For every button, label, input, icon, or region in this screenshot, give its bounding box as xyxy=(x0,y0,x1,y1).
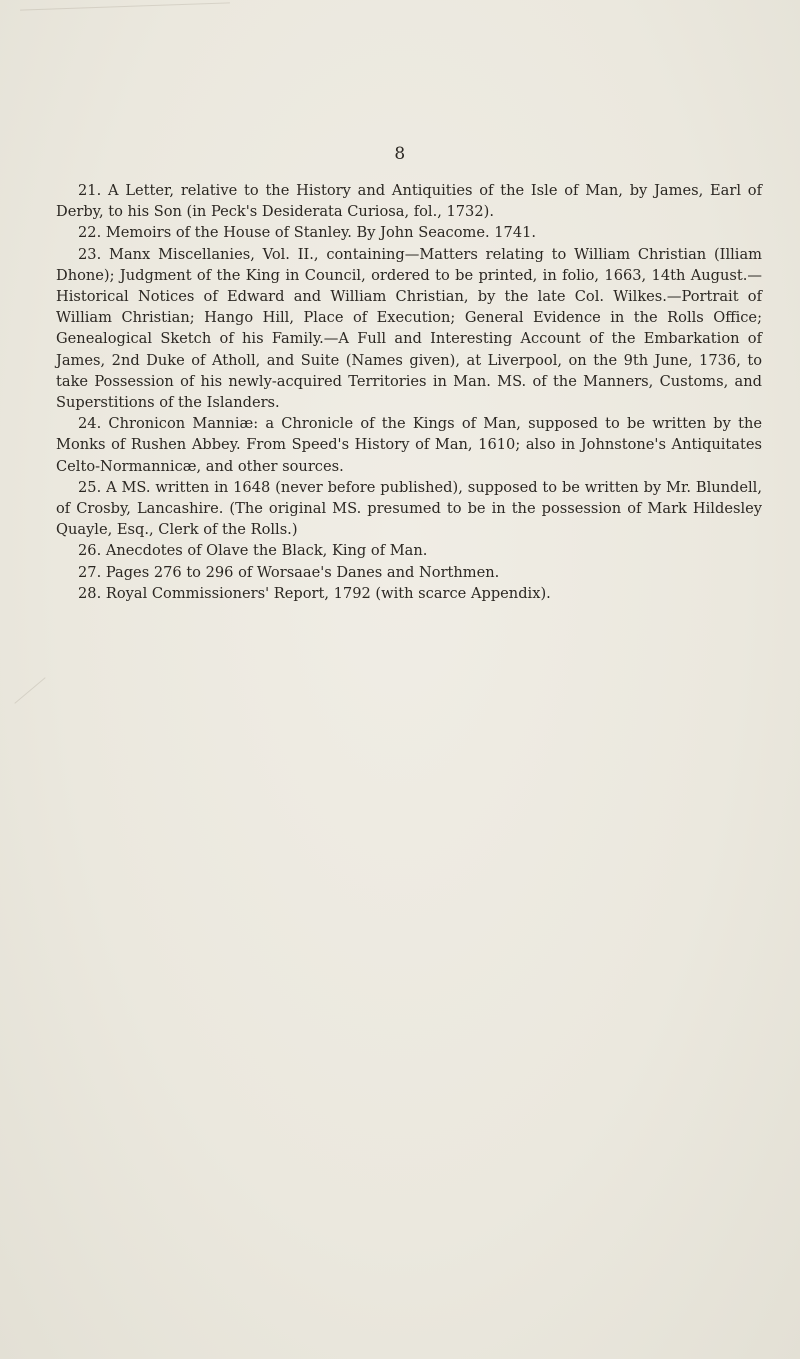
bibliography-entry-22: 22. Memoirs of the House of Stanley. By John Seacome. 1741. xyxy=(78,224,537,242)
bibliography-entry-28: 28. Royal Commissioners' Report, 1792 (with scarce Appendix). xyxy=(78,584,551,602)
bibliography-entry-23: 23. Manx Miscellanies, Vol. II., containing—Matters relating to William Christian (Illiam Dhone); Judgment of the King in Council, ordered to be printed, in folio, 1663, 14th August.—Historical Notices of Edward and William Christian, by the late Col. Wilkes.—Portrait of William Christian; Hango Hill, Place of Execution; General Evidence in the Rolls Office; Genealogical Sketch of his Family.—A Full and Interesting Account of the Embarkation of James, 2nd Duke of Atholl, and Suite (Names given), at Liverpool, on the 9th June, 1736, to take Possession of his newly-acquired Territories in Man. MS. of the Manners, Customs, and Superstitions of the Islanders. xyxy=(56,245,762,412)
page-number: 8 xyxy=(394,144,406,164)
bibliography-list xyxy=(56,180,762,604)
bibliography-entry-21: 21. A Letter, relative to the History and Antiquities of the Isle of Man, by James, Earl of Derby, to his Son (in Peck's Desiderata Curiosa, fol., 1732). xyxy=(56,182,762,221)
bibliography-entry-25: 25. A MS. written in 1648 (never before published), supposed to be written by Mr. Blundell, of Crosby, Lancashire. (The original MS. presumed to be in the possession of Mark Hildesley Quayle, Esq., Clerk of the Rolls.) xyxy=(56,478,762,539)
bibliography-entry-24: 24. Chronicon Manniæ: a Chronicle of the Kings of Man, supposed to be written by the Monks of Rushen Abbey. From Speed's History of Man, 1610; also in Johnstone's Antiquitates Celto-Normannicæ, and other sources. xyxy=(56,415,762,475)
bibliography-entry-26: 26. Anecdotes of Olave the Black, King of Man. xyxy=(78,542,428,560)
paper-scratch-mark xyxy=(14,677,45,703)
bibliography-entry-27: 27. Pages 276 to 296 of Worsaae's Danes and Northmen. xyxy=(78,563,500,581)
paper-scratch-mark xyxy=(20,2,230,10)
